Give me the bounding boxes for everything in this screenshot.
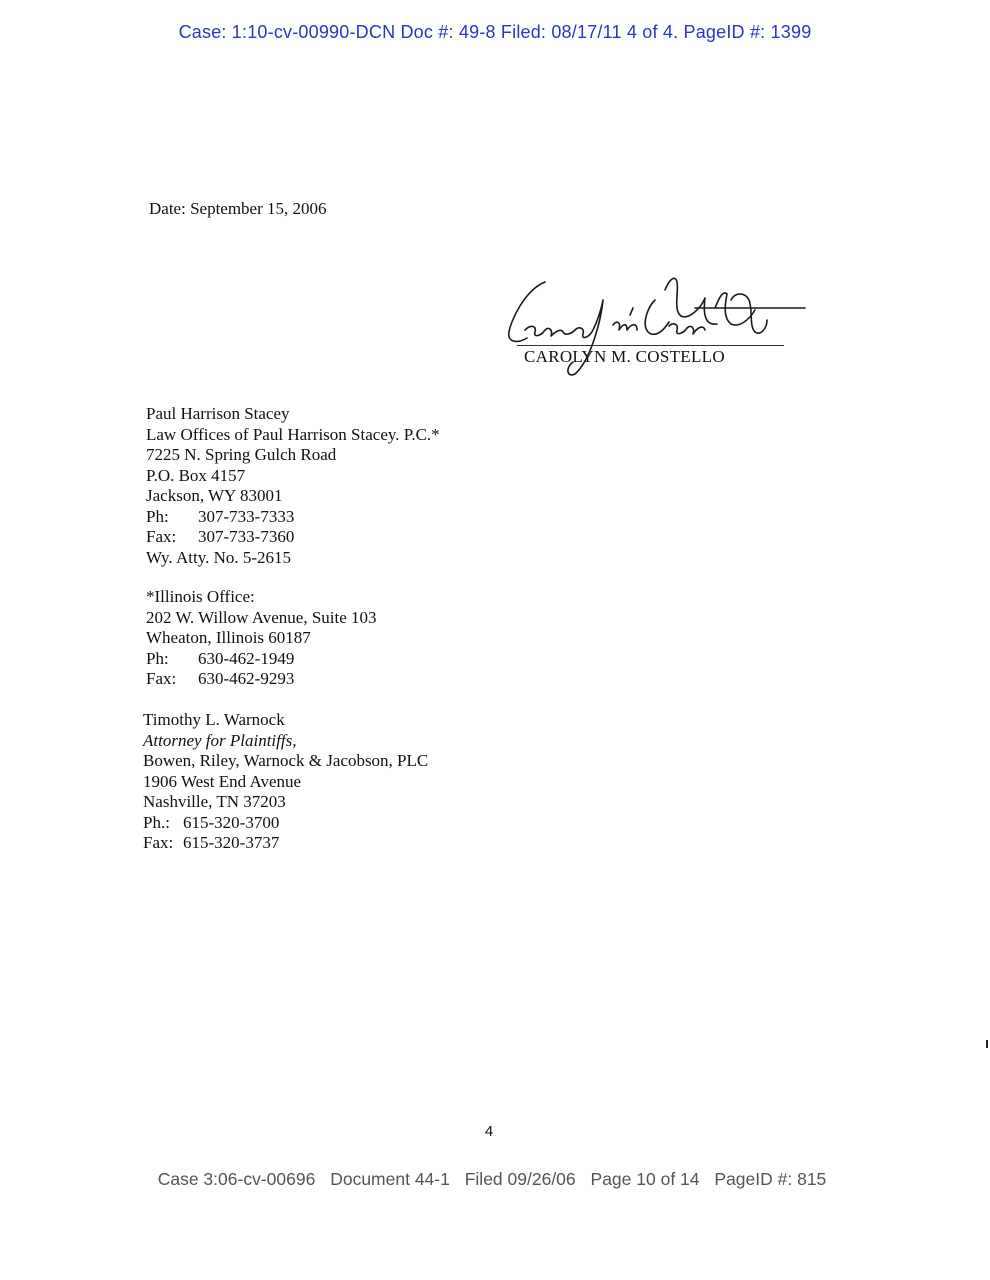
city-state-zip: Nashville, TN 37203 [143,792,286,811]
fax-number: 307-733-7360 [198,527,295,546]
fax-line [143,833,428,854]
footer-document: Document 44-1 [330,1169,450,1189]
fax-line [146,669,377,690]
phone-number: 630-462-1949 [198,648,295,668]
header-case-stamp: Case: 1:10-cv-00990-DCN Doc #: 49-8 Filed: 08/17/11 4 of 4. PageID #: 1399 [178,22,812,42]
stacey-contact-block [146,404,440,568]
office-heading: *Illinois Office: [146,587,255,606]
phone-line [146,649,377,670]
street-address: 1906 West End Avenue [143,771,302,791]
footer-case-number: Case 3:06-cv-00696 [157,1169,316,1189]
phone-number: 615-320-3700 [183,812,280,832]
fax-number: 630-462-9293 [198,669,295,688]
signature-line [517,345,784,346]
footer-case-stamp [0,1169,984,1190]
attorney-name: Paul Harrison Stacey [146,404,290,423]
scan-edge-mark [986,1040,988,1048]
warnock-contact-block [143,710,428,854]
footer-pageid: PageID #: 815 [714,1169,827,1189]
fax-number: 615-320-3737 [183,833,280,852]
street-address: 202 W. Willow Avenue, Suite 103 [146,607,377,627]
phone-line [143,813,428,834]
phone-label: Ph: [146,506,169,526]
street-address: 7225 N. Spring Gulch Road [146,445,337,464]
date-line: Date: September 15, 2006 [149,199,327,218]
fax-label: Fax: [146,669,177,688]
city-state-zip: Jackson, WY 83001 [146,486,283,505]
city-state-zip: Wheaton, Illinois 60187 [146,628,311,647]
fax-label: Fax: [143,833,174,852]
signer-name: CAROLYN M. COSTELLO [524,347,725,366]
fax-label: Fax: [146,527,177,546]
phone-label: Ph: [146,648,169,668]
phone-label: Ph.: [143,812,170,832]
attorney-role: Attorney for Plaintiffs, [143,730,297,750]
fax-line [146,527,440,548]
firm-name: Bowen, Riley, Warnock & Jacobson, PLC [143,751,429,770]
firm-name: Law Offices of Paul Harrison Stacey. P.C.* [146,424,440,444]
footer-filed-date: Filed 09/26/06 [464,1169,576,1189]
attorney-number: Wy. Atty. No. 5-2615 [146,547,292,567]
page-number: 4 [484,1123,494,1140]
attorney-name: Timothy L. Warnock [143,710,285,729]
footer-page: Page 10 of 14 [590,1169,700,1189]
phone-number: 307-733-7333 [198,506,295,526]
po-box: P.O. Box 4157 [146,465,246,485]
phone-line [146,507,440,528]
illinois-office-block [146,587,377,690]
